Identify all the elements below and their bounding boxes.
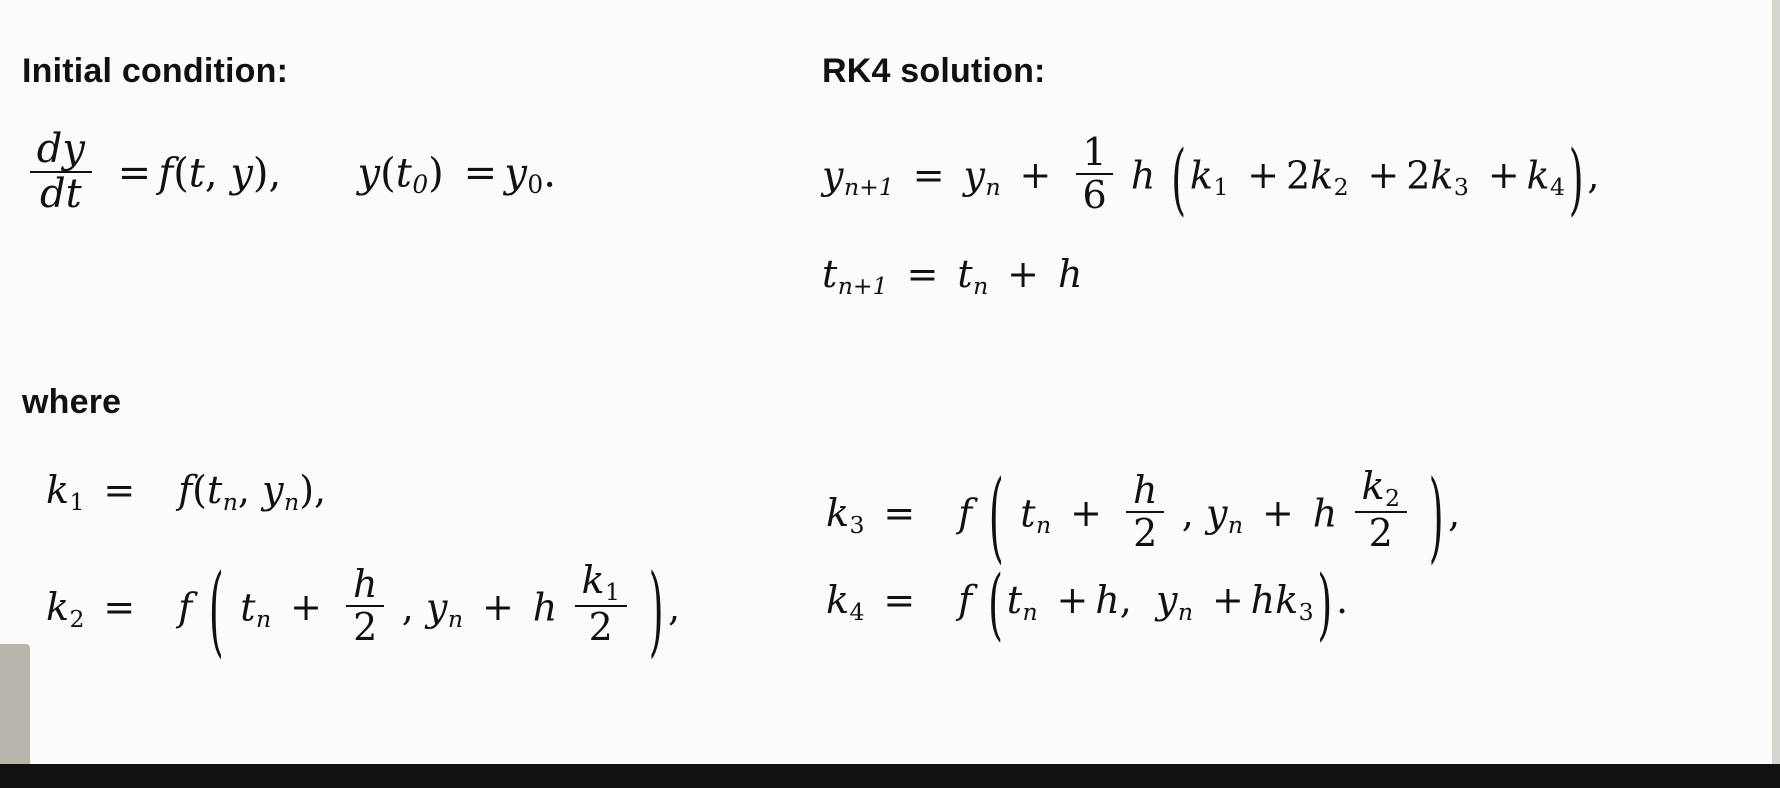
equation-k2: k2 = f ( $t_n$ + $\frac{h}{2}$ , $y_n + h$ $\frac{k1}{2}$ ) ,	[46, 552, 681, 667]
heading-where: where	[22, 383, 122, 421]
screen-bottom-band	[0, 764, 1780, 788]
equation-ode-ivp: $\frac{dy}{dt}$ = f(t, y), $y(t_0) = y0$.	[24, 128, 556, 216]
equation-k3: k3 = f ( $t_n$ + $\frac{h}{2}$ , $y_n + h$ $\frac{k2}{2}$ ) ,	[826, 458, 1461, 573]
screen-right-edge	[1772, 0, 1780, 788]
equation-k4: k4 = f ($t_n + h$, $y_n + hk3$).	[826, 558, 1349, 649]
equation-rk4-t-update: $t_{n+1} = t_n + h$	[822, 252, 1083, 300]
heading-rk4-solution: RK4 solution:	[822, 52, 1046, 90]
screen-edge-artifact	[0, 644, 30, 764]
equation-rk4-y-update: $y_{n+1} = y_n$ + $\frac{1}{6}$ h (k1 + 2k2 + 2k3 + k4),	[822, 130, 1600, 225]
heading-initial-condition: Initial condition:	[22, 52, 289, 90]
equation-k1: $k1 = f(t_n$, $y_n$),	[46, 468, 327, 516]
